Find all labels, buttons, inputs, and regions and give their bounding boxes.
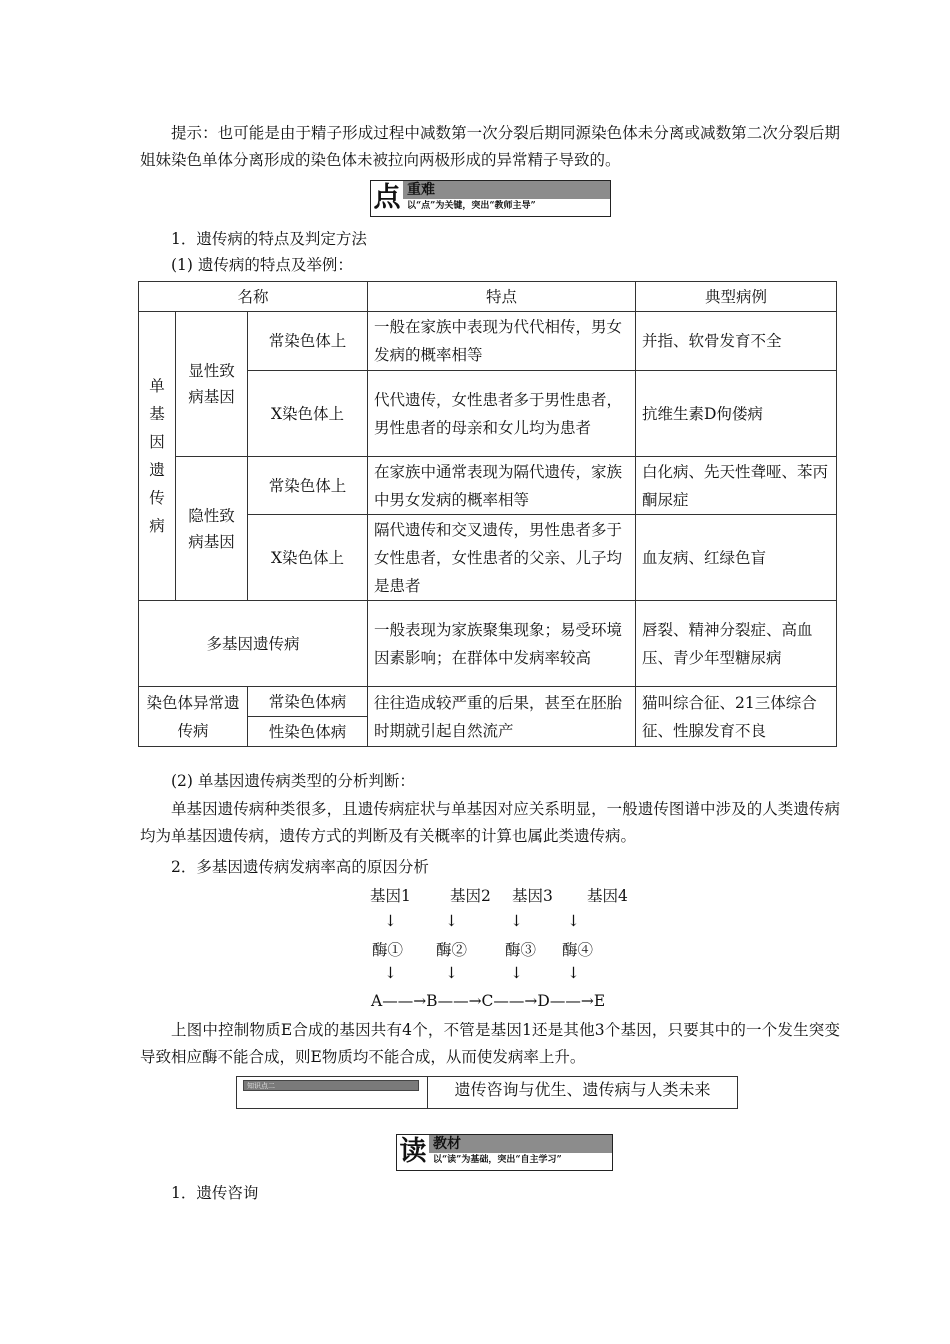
paragraph-2: 单基因遗传病种类很多，且遗传病症状与单基因对应关系明显，一般遗传图谱中涉及的人类遗传病均为单基因遗传病，遗传方式的判断及有关概率的计算也属此类遗传病。 — [140, 800, 840, 845]
badge-key-points — [370, 180, 611, 217]
arrow-down-icon: ↓ — [445, 912, 458, 930]
hint-paragraph: 提示：也可能是由于精子形成过程中减数第一次分裂后期同源染色体未分离或减数第二次分裂后期姐妹染色单体分离形成的染色体未被拉向两极形成的异常精子导致的。 — [140, 124, 840, 169]
table-row — [139, 601, 837, 687]
row-example: 并指、软骨发育不全 — [636, 312, 837, 371]
subheading-2: (2) 单基因遗传病类型的分析判断： — [171, 772, 415, 790]
row-location: 常染色体上 — [248, 457, 368, 515]
row-feature: 一般在家族中表现为代代相传，男女发病的概率相等 — [368, 312, 636, 371]
arrow-down-icon: ↓ — [384, 912, 397, 930]
paragraph-3: 上图中控制物质E合成的基因共有4个，不管是基因1还是其他3个基因，只要其中的一个发生突变导致相应酶不能合成，则E物质均不能合成，从而使发病率上升。 — [140, 1021, 840, 1066]
table-row — [139, 687, 837, 717]
row-feature: 往往造成较严重的后果，甚至在胚胎时期就引起自然流产 — [368, 687, 636, 747]
row-example: 唇裂、精神分裂症、高血压、青少年型糖尿病 — [636, 601, 837, 687]
row-feature: 在家族中通常表现为隔代遗传，家族中男女发病的概率相等 — [368, 457, 636, 515]
enzyme-label: 酶④ — [562, 941, 594, 959]
dominant-label: 显性致病基因 — [176, 312, 248, 457]
badge-big-char: 点 — [373, 182, 401, 213]
badge-title: 教材 — [429, 1135, 612, 1153]
knowledge-title: 遗传咨询与优生、遗传病与人类未来 — [454, 1080, 711, 1099]
row-location: X染色体上 — [248, 515, 368, 601]
section-heading-1: 1．遗传病的特点及判定方法 — [171, 230, 367, 248]
row-feature: 代代遗传，女性患者多于男性患者，男性患者的母亲和女儿均为患者 — [368, 371, 636, 457]
arrow-down-icon: ↓ — [567, 912, 580, 930]
pathway-chain: A——→B——→C——→D——→E — [371, 992, 606, 1010]
row-feature: 一般表现为家族聚集现象；易受环境因素影响；在群体中发病率较高 — [368, 601, 636, 687]
recessive-label: 隐性致病基因 — [176, 457, 248, 601]
subheading-1: (1) 遗传病的特点及举例： — [171, 256, 353, 274]
badge-textbook — [396, 1134, 613, 1171]
gene-label: 基因1 — [370, 887, 411, 905]
enzyme-label: 酶② — [436, 941, 468, 959]
row-example: 白化病、先天性聋哑、苯丙酮尿症 — [636, 457, 837, 515]
gene-label: 基因4 — [587, 887, 628, 905]
knowledge-tag: 知识点二 — [243, 1080, 419, 1091]
knowledge-point-box — [236, 1076, 738, 1109]
table-row — [139, 312, 837, 371]
row-location: 常染色体病 — [248, 687, 368, 717]
header-example: 典型病例 — [636, 282, 837, 312]
section-heading-3: 1．遗传咨询 — [171, 1184, 259, 1202]
badge-subtitle: 以“点”为关键，突出“教师主导” — [407, 201, 536, 211]
arrow-down-icon: ↓ — [510, 912, 523, 930]
row-example: 猫叫综合征、21三体综合征、性腺发育不良 — [636, 687, 837, 747]
gene-pathway-diagram — [300, 880, 650, 1010]
badge-subtitle: 以“读”为基础，突出“自主学习” — [433, 1155, 562, 1165]
row-feature: 隔代遗传和交叉遗传，男性患者多于女性患者，女性患者的父亲、儿子均是患者 — [368, 515, 636, 601]
gene-label: 基因3 — [512, 887, 553, 905]
badge-title: 重难 — [403, 181, 610, 199]
header-name: 名称 — [139, 282, 368, 312]
arrow-down-icon: ↓ — [445, 964, 458, 982]
arrow-down-icon: ↓ — [567, 964, 580, 982]
row-example: 抗维生素D佝偻病 — [636, 371, 837, 457]
section-heading-2: 2．多基因遗传病发病率高的原因分析 — [171, 858, 429, 876]
row-location: X染色体上 — [248, 371, 368, 457]
arrow-down-icon: ↓ — [384, 964, 397, 982]
row-location: 性染色体病 — [248, 717, 368, 747]
single-gene-label: 单基因遗传病 — [139, 312, 176, 601]
enzyme-label: 酶③ — [505, 941, 537, 959]
row-example: 血友病、红绿色盲 — [636, 515, 837, 601]
header-feature: 特点 — [368, 282, 636, 312]
enzyme-label: 酶① — [372, 941, 404, 959]
chromosome-label: 染色体异常遗传病 — [139, 687, 248, 747]
disease-table — [138, 281, 837, 747]
gene-label: 基因2 — [450, 887, 491, 905]
table-header-row — [139, 282, 837, 312]
table-row — [139, 457, 837, 515]
multi-gene-label: 多基因遗传病 — [139, 601, 368, 687]
arrow-down-icon: ↓ — [510, 964, 523, 982]
row-location: 常染色体上 — [248, 312, 368, 371]
badge-big-char: 读 — [399, 1136, 427, 1167]
